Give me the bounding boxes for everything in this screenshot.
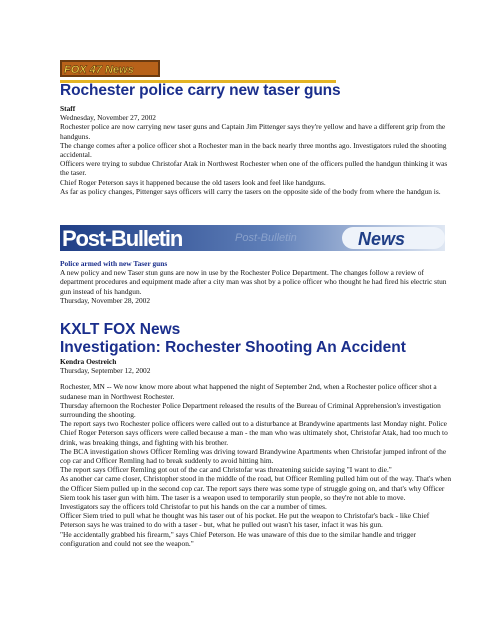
article1-date: Wednesday, November 27, 2002 — [60, 113, 157, 123]
article1-paragraph: Rochester police are now carrying new taser guns and Captain Jim Pittenger says they're yellow and have a different grip from the handguns. — [60, 122, 446, 141]
article3-paragraph: The BCA investigation shows Officer Remling was driving toward Brandywine Apartments when Christofar jumped infront of the cop car and Officer Remling had to break suddenly to avoid hitting him. — [60, 446, 447, 466]
article1-paragraph: Officers were trying to subdue Christofar Atak in Northwest Rochester when one of the officers pulled the handgun thinking it was the taser. — [60, 159, 448, 178]
article1-paragraph: The change comes after a police officer shot a Rochester man in the back nearly three months ago. Investigators ruled the shooting accidental. — [60, 140, 447, 160]
fox47-news-logo — [60, 57, 160, 79]
article2-paragraph: A new policy and new Taser stun guns are now in use by the Rochester Police Department. The changes follow a review of department procedures and equipment made after a city man was shot by a police officer who thought he had fired his electric stun gun instead of his handgun. — [60, 268, 447, 296]
article3-paragraph: "He accidentally grabbed his firearm," says Chief Peterson. He was unaware of this due to the similar handle and trigger configuration and could not see the weapon." — [60, 529, 416, 548]
article3-date: Thursday, September 12, 2002 — [60, 366, 151, 376]
post-bulletin-brand: Post-Bulletin — [62, 226, 183, 251]
article3-byline: Kendra Oestreich — [60, 357, 117, 366]
article1-body — [60, 104, 455, 196]
article3-headline: Investigation: Rochester Shooting An Accident — [60, 339, 406, 356]
article3-paragraph: Thursday afternoon the Rochester Police Department released the results of the Bureau of Criminal Apprehension's investigation surrounding the shooting. — [60, 400, 441, 420]
article3-body — [60, 357, 455, 548]
article1-byline: Staff — [60, 104, 76, 113]
article3-header — [60, 321, 406, 357]
news-section-label: News — [358, 229, 406, 249]
article2-body — [60, 259, 455, 305]
svg-text:Post-Bulletin: Post-Bulletin — [235, 232, 297, 244]
article2-subhead: Police armed with new Taser guns — [60, 259, 168, 268]
article1-paragraph: As far as policy changes, Pittenger says officers will carry the tasers on the opposite side of the body from where the handgun is. — [60, 186, 441, 196]
article3-outlet: KXLT FOX News — [60, 321, 181, 338]
svg-text:FOX 47 News: FOX 47 News — [64, 64, 134, 76]
article1-headline: Rochester police carry new taser guns — [60, 82, 341, 99]
article3-paragraph: The report says two Rochester police officers were called out to a disturbance at Brandywine apartments last Monday night. Police Chief Roger Peterson says officers were called because a man - the man who was ultimately shot, Christofar Atak, had too much to drink, was breaking things, and fighting with his brother. — [60, 419, 448, 447]
article1-paragraph: Chief Roger Peterson says it happened because the old tasers look and feel like handguns. — [60, 177, 326, 187]
article3-paragraph: Investigators say the officers told Christofar to put his hands on the car a number of times. — [60, 502, 327, 512]
article3-paragraph: Rochester, MN -- We now know more about what happened the night of September 2nd, when a Rochester police officer shot a sudanese man in Northwest Rochester. — [60, 382, 437, 401]
article3-paragraph: Officer Siem tried to pull what he thought was his taser out of his pocket. He put the weapon to Christofar's back - like Chief Peterson says he was trained to do with a taser - but, what he pulled out wasn't his taser, infact it was his gun. — [60, 511, 430, 530]
article3-paragraph: The report says Officer Remling got out of the car and Christofar was threatening suicide saying "I want to die." — [60, 465, 392, 475]
article3-paragraph: As another car came closer, Christopher stood in the middle of the road, but Officer Remling pulled him out of the way. That's when the Officer Siem pulled up in the second cop car. The report says there was some type of struggle going on, and that's why Officer Siem took his taser gun with him. The taser is a weapon used to temporarily stun people, so they're not able to move. — [60, 474, 452, 502]
post-bulletin-news-banner — [60, 223, 445, 253]
article2-date: Thursday, November 28, 2002 — [60, 295, 151, 305]
